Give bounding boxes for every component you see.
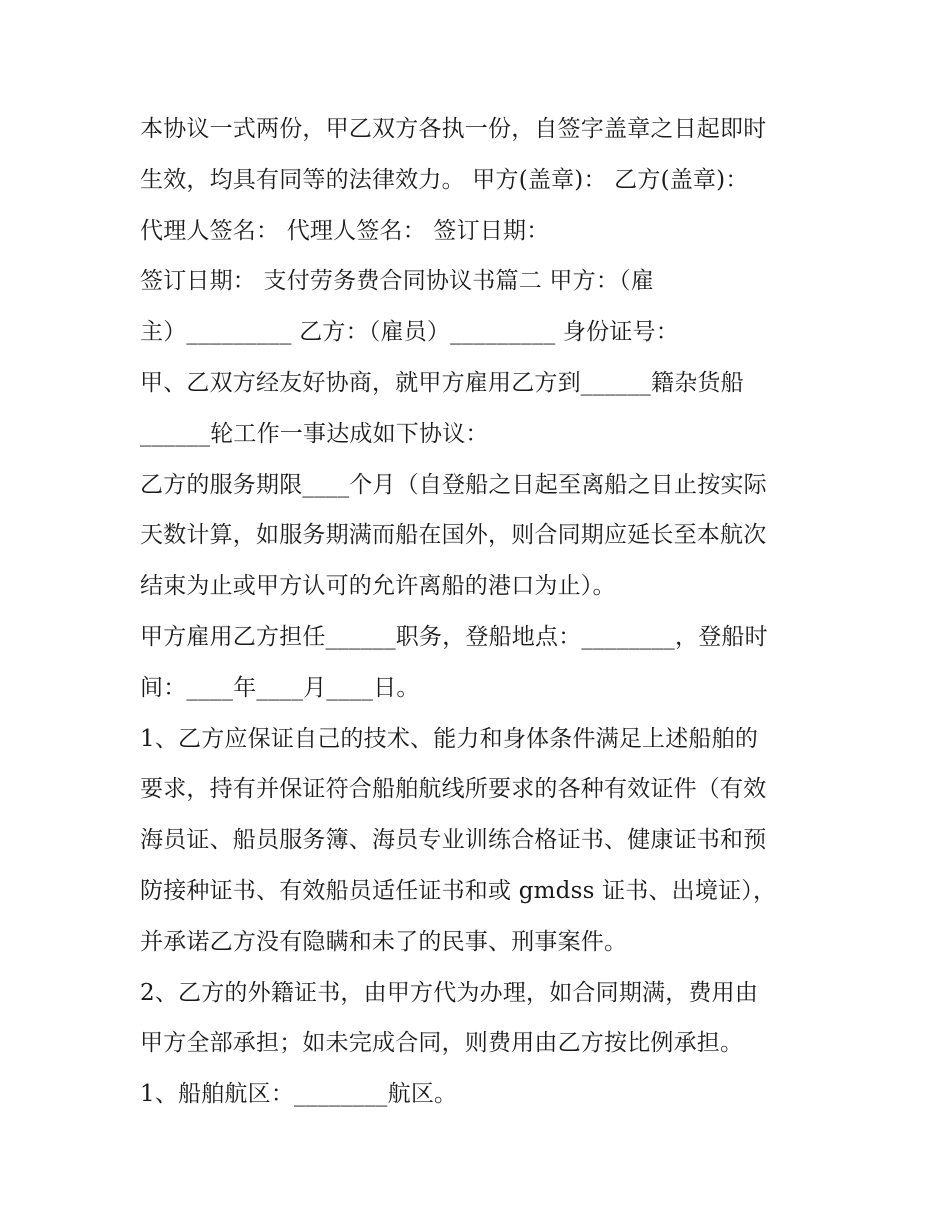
text-line: 生效，均具有同等的法律效力。 甲方(盖章)： 乙方(盖章)：	[140, 166, 749, 193]
text-line: 2、乙方的外籍证书，由甲方代为办理，如合同期满，费用由	[140, 979, 759, 1006]
document-body	[140, 104, 830, 1120]
text-line: 海员证、船员服务簿、海员专业训练合格证书、健康证书和预	[140, 827, 767, 854]
text-line: 并承诺乙方没有隐瞒和未了的民事、刑事案件。	[140, 928, 628, 955]
text-line: 本协议一式两份，甲乙双方各执一份，自签字盖章之日起即时	[140, 116, 767, 142]
text-line: 1、乙方应保证自己的技术、能力和身体条件满足上述船舶的	[140, 725, 759, 752]
text-line: 间：____年____月____日。	[140, 674, 420, 701]
text-line: 甲方雇用乙方担任______职务，登船地点：________，登船时	[140, 623, 768, 650]
text-line: 防接种证书、有效船员适任证书和或 gmdss 证书、出境证），	[140, 877, 777, 904]
text-line: 1、船舶航区：________航区。	[140, 1081, 458, 1108]
text-line: 甲方全部承担；如未完成合同，则费用由乙方按比例承担。	[140, 1030, 744, 1057]
text-line: 要求，持有并保证符合船舶航线所要求的各种有效证件（有效	[140, 776, 767, 803]
text-line: 代理人签名： 代理人签名： 签订日期：	[140, 217, 550, 244]
text-line: 结束为止或甲方认可的允许离船的港口为止）。	[140, 573, 616, 600]
text-line: 天数计算，如服务期满而船在国外，则合同期应延长至本航次	[140, 522, 767, 549]
text-line: 主）_________ 乙方：（雇员）_________ 身份证号：	[140, 319, 679, 346]
text-line: 乙方的服务期限____个月（自登船之日起至离船之日止按实际	[140, 471, 767, 498]
text-line: 签订日期： 支付劳务费合同协议书篇二 甲方：（雇	[140, 268, 654, 295]
text-line: 甲、乙双方经友好协商，就甲方雇用乙方到______籍杂货船	[140, 369, 744, 396]
text-line: ______轮工作一事达成如下协议：	[140, 420, 489, 447]
